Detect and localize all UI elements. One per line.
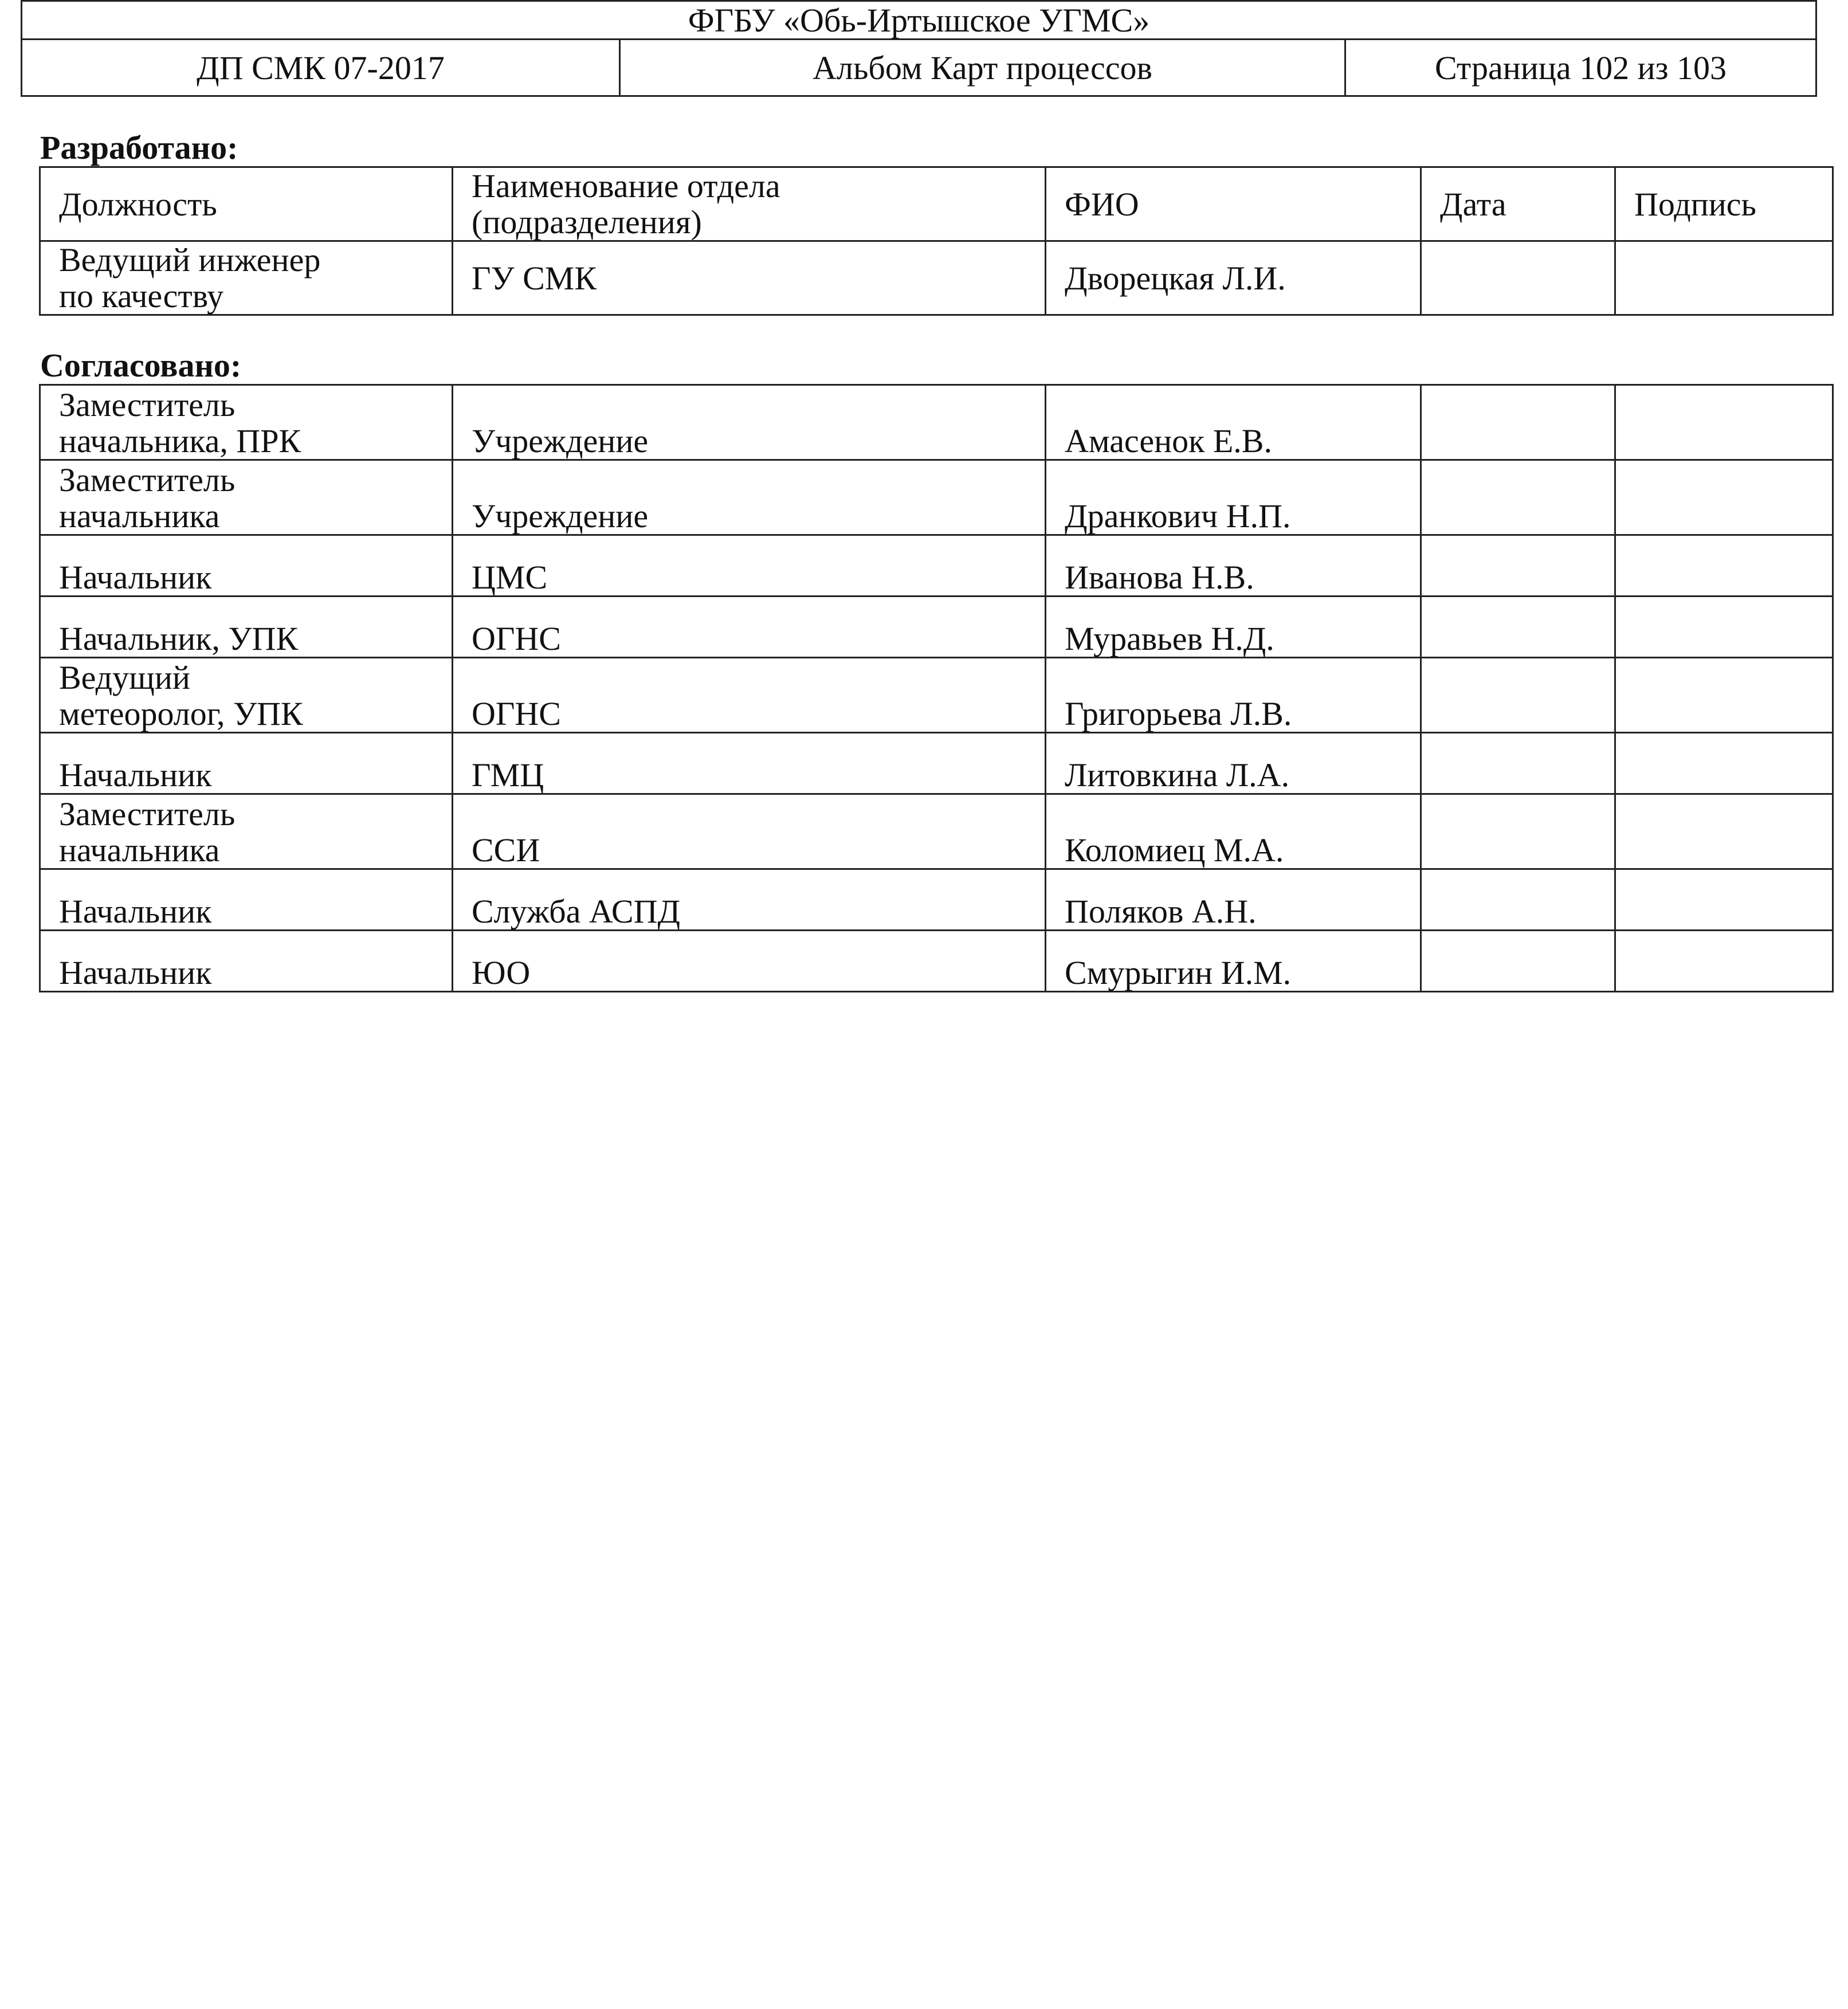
signature-cell — [1615, 658, 1833, 733]
department-cell: ГМЦ — [453, 733, 1046, 794]
date-cell — [1421, 931, 1615, 992]
column-header-signature: Подпись — [1615, 167, 1833, 241]
table-row — [40, 794, 1833, 869]
developed-table — [39, 166, 1834, 316]
table-row — [40, 733, 1833, 794]
department-cell: ЦМС — [453, 535, 1046, 597]
developed-section-title: Разработано: — [40, 129, 238, 166]
name-cell: Амасенок Е.В. — [1046, 385, 1421, 460]
department-cell: ОГНС — [453, 658, 1046, 733]
table-row — [40, 869, 1833, 931]
name-cell: Литовкина Л.А. — [1046, 733, 1421, 794]
signature-cell — [1615, 535, 1833, 597]
signature-cell — [1615, 241, 1833, 315]
document-code: ДП СМК 07-2017 — [22, 40, 620, 96]
signature-cell — [1615, 733, 1833, 794]
signature-cell — [1615, 460, 1833, 535]
name-cell: Муравьев Н.Д. — [1046, 597, 1421, 658]
name-cell: Дворецкая Л.И. — [1046, 241, 1421, 315]
signature-cell — [1615, 794, 1833, 869]
position-cell: Ведущий инженер по качеству — [40, 241, 453, 315]
position-cell: Начальник — [40, 535, 453, 597]
organization-name: ФГБУ «Обь-Иртышское УГМС» — [22, 1, 1816, 40]
department-cell: Служба АСПД — [453, 869, 1046, 931]
table-row — [40, 241, 1833, 315]
position-cell: Ведущий метеоролог, УПК — [40, 658, 453, 733]
document-header — [21, 0, 1817, 97]
department-cell: Учреждение — [453, 460, 1046, 535]
name-cell: Коломиец М.А. — [1046, 794, 1421, 869]
department-cell: ССИ — [453, 794, 1046, 869]
name-cell: Иванова Н.В. — [1046, 535, 1421, 597]
position-cell: Начальник — [40, 931, 453, 992]
department-cell: ГУ СМК — [453, 241, 1046, 315]
table-row — [40, 597, 1833, 658]
page-number: Страница 102 из 103 — [1345, 40, 1816, 96]
position-cell: Заместитель начальника — [40, 460, 453, 535]
table-row — [40, 535, 1833, 597]
column-header-department: Наименование отдела (подразделения) — [453, 167, 1046, 241]
document-title: Альбом Карт процессов — [620, 40, 1345, 96]
date-cell — [1421, 385, 1615, 460]
column-header-date: Дата — [1421, 167, 1615, 241]
column-header-name: ФИО — [1046, 167, 1421, 241]
table-header-row — [40, 167, 1833, 241]
signature-cell — [1615, 931, 1833, 992]
position-cell: Заместитель начальника, ПРК — [40, 385, 453, 460]
table-row — [40, 385, 1833, 460]
agreed-table — [39, 384, 1834, 992]
column-header-position: Должность — [40, 167, 453, 241]
department-cell: Учреждение — [453, 385, 1046, 460]
table-row — [40, 658, 1833, 733]
table-row — [40, 460, 1833, 535]
name-cell: Григорьева Л.В. — [1046, 658, 1421, 733]
position-cell: Начальник — [40, 869, 453, 931]
signature-cell — [1615, 597, 1833, 658]
signature-cell — [1615, 385, 1833, 460]
department-cell: ОГНС — [453, 597, 1046, 658]
position-cell: Заместитель начальника — [40, 794, 453, 869]
date-cell — [1421, 535, 1615, 597]
position-cell: Начальник, УПК — [40, 597, 453, 658]
name-cell: Дранкович Н.П. — [1046, 460, 1421, 535]
date-cell — [1421, 460, 1615, 535]
name-cell: Поляков А.Н. — [1046, 869, 1421, 931]
date-cell — [1421, 869, 1615, 931]
position-cell: Начальник — [40, 733, 453, 794]
table-row — [40, 931, 1833, 992]
date-cell — [1421, 733, 1615, 794]
date-cell — [1421, 241, 1615, 315]
department-cell: ЮО — [453, 931, 1046, 992]
signature-cell — [1615, 869, 1833, 931]
name-cell: Смурыгин И.М. — [1046, 931, 1421, 992]
date-cell — [1421, 597, 1615, 658]
date-cell — [1421, 658, 1615, 733]
date-cell — [1421, 794, 1615, 869]
agreed-section-title: Согласовано: — [40, 347, 242, 384]
